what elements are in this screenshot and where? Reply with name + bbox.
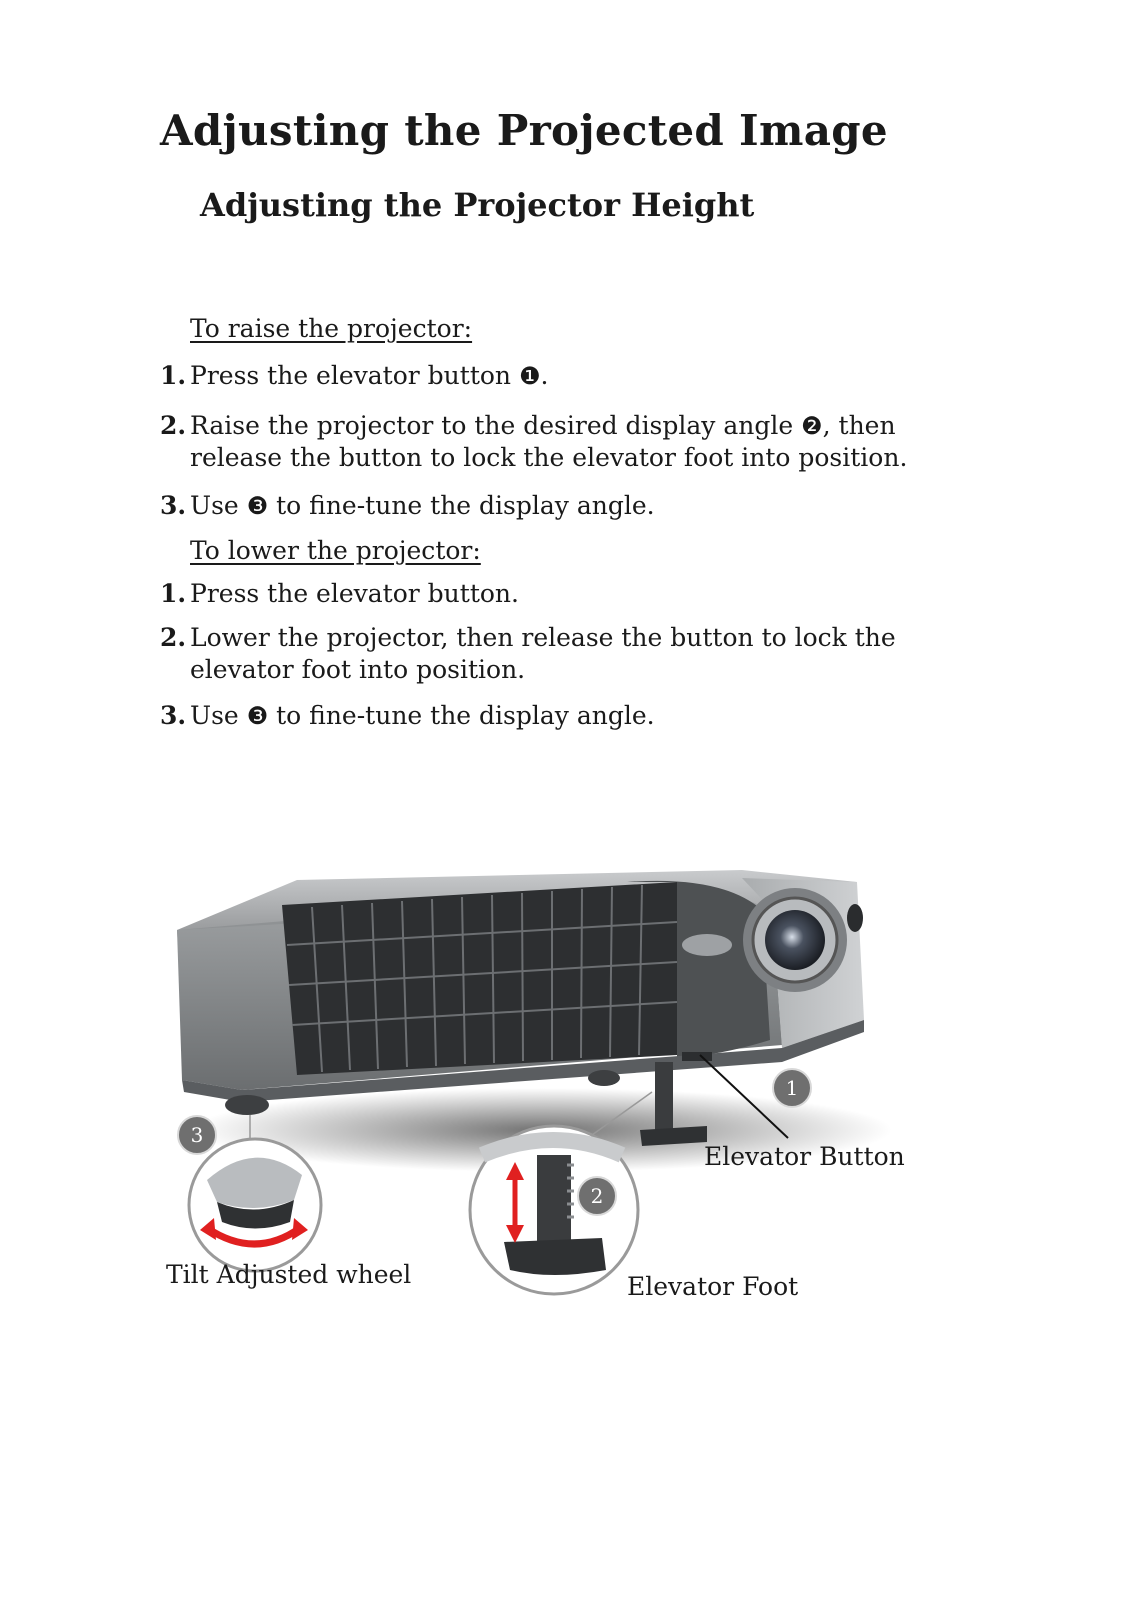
tilt-wheel-label: Tilt Adjusted wheel: [166, 1260, 412, 1289]
step-text: to fine-tune the display angle.: [268, 491, 655, 520]
section-title: Adjusting the Projector Height: [200, 186, 755, 224]
page-title: Adjusting the Projected Image: [160, 106, 888, 155]
raise-step-1: [160, 360, 548, 392]
step-number: 2.: [160, 411, 187, 440]
step-number: 2.: [160, 623, 187, 652]
step-text-pre: Use: [190, 491, 247, 520]
raise-step-2: [160, 410, 907, 474]
lower-step-3: [160, 700, 655, 732]
lower-heading: To lower the projector:: [190, 536, 481, 565]
callout-3-glyph: ❸: [246, 702, 269, 730]
callout-3: 3: [177, 1115, 217, 1155]
callout-2-glyph: ❷: [801, 412, 823, 440]
lower-step-2: [160, 622, 896, 686]
lower-step-1: [160, 578, 519, 610]
callout-1-glyph: ❶: [518, 362, 541, 390]
step-text: Raise the projector to the desired display angle: [190, 411, 802, 440]
step-number: 1.: [160, 361, 187, 390]
elevator-foot-label: Elevator Foot: [627, 1272, 799, 1301]
raise-heading: To raise the projector:: [190, 314, 473, 343]
step-text: Press the elevator button.: [190, 579, 519, 608]
callout-3-glyph: ❸: [246, 492, 269, 520]
step-number: 3.: [160, 491, 187, 520]
callout-2: 2: [577, 1176, 617, 1216]
step-text: Lower the projector, then release the button to lock the: [190, 623, 896, 652]
step-text-pre: Use: [190, 701, 247, 730]
callout-1: 1: [772, 1068, 812, 1108]
step-text: to fine-tune the display angle.: [268, 701, 655, 730]
step-text-tail: .: [540, 361, 549, 390]
elevator-button-label: Elevator Button: [704, 1142, 905, 1171]
step-text-line2: release the button to lock the elevator foot into position.: [190, 443, 908, 472]
step-number: 3.: [160, 701, 187, 730]
step-number: 1.: [160, 579, 187, 608]
raise-step-3: [160, 490, 655, 522]
projector-figure: [122, 770, 932, 1360]
step-text-tail: , then: [822, 411, 896, 440]
step-text-line2: elevator foot into position.: [190, 655, 526, 684]
step-text: Press the elevator button: [190, 361, 519, 390]
